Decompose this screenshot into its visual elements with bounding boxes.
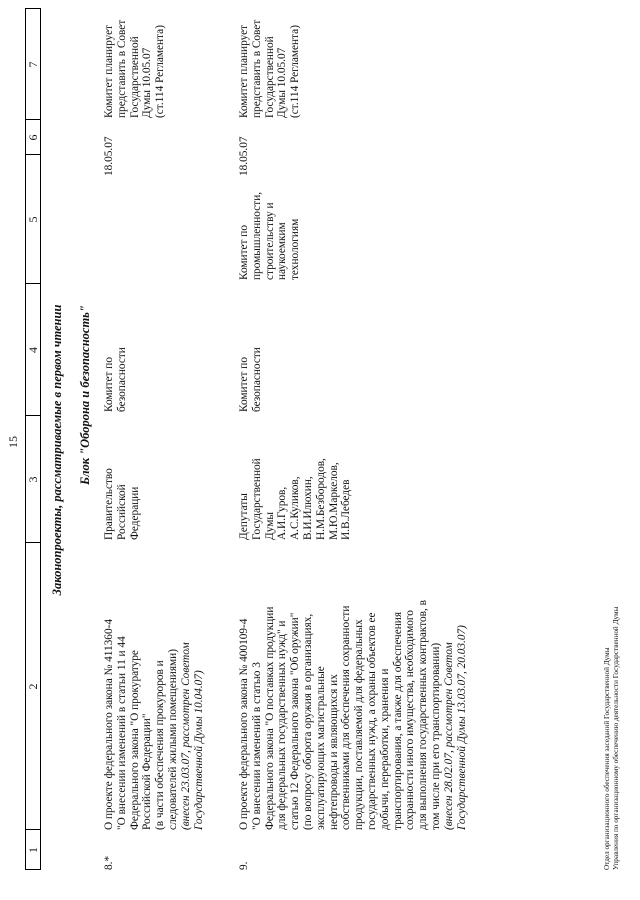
title-line: "О внесении изменений в статьи 11 и 44: [115, 636, 128, 830]
row-9-title: [238, 538, 468, 830]
title-line: добычи, переработки, хранения и: [378, 668, 391, 830]
col-header-4: 4: [26, 347, 40, 353]
col-header-3: 3: [26, 476, 40, 483]
initiator-line: А.И.Гуров,: [276, 486, 289, 540]
note-line: (внесен 28.02.07, рассмотрен Советом: [442, 642, 455, 830]
row-9-committee: [238, 284, 264, 412]
title-line: Российской Федерации": [141, 713, 154, 830]
initiator-line: Российской: [115, 484, 128, 540]
title-line: О проекте федерального закона № 400109-4: [238, 618, 250, 830]
col-header-5: 5: [26, 216, 40, 223]
committee-line: безопасности: [115, 347, 128, 412]
title-line: сохранности иного имущества, необходимого: [404, 610, 417, 830]
title-line: собственниками для обеспечения сохранности: [340, 605, 353, 830]
note-line: Государственной Думы 13.03.07, 20.03.07): [455, 625, 468, 830]
footer: [603, 607, 621, 870]
page-number: 15: [6, 436, 20, 448]
status-line: представить в Совет: [250, 19, 263, 118]
row-9-initiator: [238, 416, 353, 540]
initiator-line: Федерации: [128, 486, 141, 540]
row-9-date: 18.05.07: [238, 136, 250, 176]
col-header-1: 1: [26, 847, 40, 853]
title-line: для выполнения государственных контрактов, в: [417, 599, 430, 830]
row-8-committee: [103, 284, 129, 412]
co-committee-line: строительству и: [263, 202, 276, 280]
title-line: следователей жилыми помещениями): [166, 649, 179, 830]
row-8-initiator: [103, 416, 141, 540]
initiator-line: Н.М.Безбородов,: [314, 458, 327, 540]
note-line: Государственной Думы 10.04.07): [192, 670, 205, 830]
initiator-line: Правительство: [103, 468, 115, 540]
co-committee-line: технологиям: [289, 218, 302, 280]
initiator-line: М.Ю.Маркелов,: [327, 462, 340, 540]
block-title: Блок "Оборона и безопасность": [78, 305, 92, 485]
title-line: для федеральных государственных нужд" и: [276, 620, 289, 830]
row-number: 9.: [238, 861, 250, 870]
initiator-line: Думы: [263, 512, 276, 540]
status-line: Государственной: [263, 36, 276, 118]
title-line: О проекте федерального закона № 411360-4: [103, 618, 115, 830]
title-line: Федерального закона "О поставках продукции: [263, 606, 276, 830]
initiator-line: Государственной: [250, 458, 263, 540]
initiator-line: И.В.Лебедев: [340, 479, 353, 540]
committee-line: Комитет по: [238, 356, 250, 412]
status-line: Думы 10.05.07: [276, 47, 289, 118]
footer-line: Отдел организационного обеспечения заседаний Государственной Думы: [603, 647, 611, 870]
title-line: транспортирования, а также для обеспечения: [391, 611, 404, 830]
co-committee-line: наукоемким: [276, 222, 289, 280]
co-committee-line: Комитет по: [238, 224, 250, 280]
title-line: продукции, поставляемой для федеральных: [353, 619, 366, 830]
col-header-6: 6: [26, 134, 40, 141]
title-line: нефтепроводы и являющихся их: [327, 674, 340, 830]
footer-line: Управления по организационному обеспечению деятельности Государственной Думы: [612, 606, 620, 870]
title-line: статью 12 Федерального закона "Об оружии": [289, 612, 302, 830]
committee-line: безопасности: [250, 347, 263, 412]
section-title: Законопроекты, рассматриваемые в первом чтении: [50, 304, 64, 596]
title-line: (по вопросу оборота оружия в организациях,: [301, 613, 314, 830]
row-8-title: [103, 540, 205, 830]
status-line: Думы 10.05.07: [141, 47, 154, 118]
initiator-line: А.С.Куликов,: [289, 476, 302, 540]
title-line: государственных нужд, а охраны объектов ее: [365, 612, 378, 830]
row-8-date: 18.05.07: [103, 136, 115, 176]
title-line: "О внесении изменений в статью 3: [250, 662, 263, 830]
title-line: эксплуатирующих магистральные: [314, 666, 327, 830]
status-line: (ст.114 Регламента): [154, 25, 167, 118]
row-9-number: [238, 832, 251, 870]
row-number: 8.*: [103, 855, 115, 870]
row-9-status: [238, 6, 302, 118]
title-line: том числе при его транспортировании): [429, 642, 442, 830]
col-header-2: 2: [26, 683, 40, 690]
title-line: Федерального закона "О прокуратуре: [128, 650, 141, 830]
co-committee-line: промышленности,: [250, 191, 263, 280]
note-line: (внесен 23.03.07, рассмотрен Советом: [179, 642, 192, 830]
status-line: (ст.114 Регламента): [289, 25, 302, 118]
status-line: Комитет планирует: [103, 24, 115, 118]
row-8-number: [103, 832, 116, 870]
committee-line: Комитет по: [103, 356, 115, 412]
status-line: Комитет планирует: [238, 24, 250, 118]
col-header-7: 7: [26, 61, 40, 68]
status-line: Государственной: [128, 36, 141, 118]
initiator-line: В.И.Илюхин,: [301, 476, 314, 540]
title-line: (в части обеспечения прокуроров и: [154, 660, 167, 830]
row-8-status: [103, 6, 167, 118]
status-line: представить в Совет: [115, 19, 128, 118]
initiator-line: Депутаты: [238, 493, 250, 540]
